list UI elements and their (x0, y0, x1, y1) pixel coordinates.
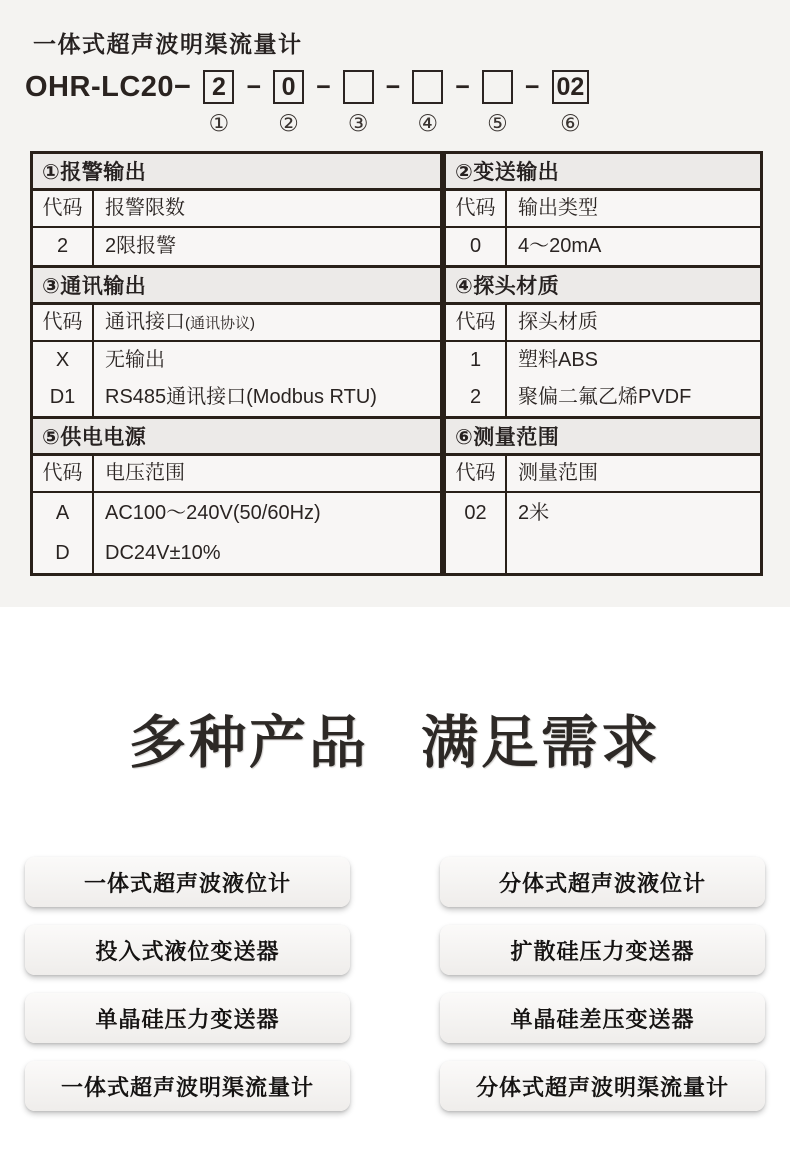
section-title: ⑥测量范围 (446, 419, 760, 456)
code-value: D (55, 542, 70, 564)
desc-value: DC24V±10% (105, 542, 221, 564)
circle-number-1: ① (208, 110, 230, 136)
column-header-desc: 测量范围 (518, 462, 598, 484)
column-header-code: 代码 (33, 305, 94, 340)
section-transmit-output (446, 154, 760, 265)
desc-value: RS485通讯接口(Modbus RTU) (105, 386, 377, 408)
product-button-split-ultrasonic-level-meter[interactable]: 分体式超声波液位计 (440, 857, 765, 907)
code-value: 1 (469, 349, 482, 371)
column-header-desc-sub: (通讯协议) (185, 315, 255, 332)
model-dash: − (524, 73, 540, 101)
product-button-monocrystal-silicon-diff-pressure-transmitter[interactable]: 单晶硅差压变送器 (440, 993, 765, 1043)
desc-value: 4～20mA (518, 235, 602, 257)
column-header-desc: 输出类型 (518, 197, 598, 219)
model-unit-4 (412, 70, 443, 135)
section-title: ④探头材质 (446, 268, 760, 305)
table-row (33, 228, 440, 265)
headline-part2: 满足需求 (421, 711, 661, 775)
model-box-5 (482, 70, 513, 104)
section-measure-range (446, 416, 760, 573)
model-dash: − (455, 73, 470, 101)
model-box-3 (343, 70, 374, 104)
model-dash: − (385, 73, 401, 101)
model-prefix: OHR-LC20− (25, 71, 192, 103)
desc-value: 2限报警 (105, 235, 177, 257)
model-unit-6 (552, 70, 590, 135)
column-header-code: 代码 (446, 456, 507, 491)
products-section (0, 607, 790, 1111)
product-button-integrated-ultrasonic-level-meter[interactable]: 一体式超声波液位计 (25, 857, 350, 907)
spec-table (30, 151, 763, 576)
headline-part1: 多种产品 (129, 711, 369, 775)
model-box-6: 02 (552, 70, 590, 104)
page-title: 一体式超声波明渠流量计 (33, 31, 303, 57)
desc-value: 聚偏二氟乙烯PVDF (518, 386, 692, 408)
table-row (446, 493, 760, 573)
model-unit-3 (343, 70, 374, 135)
model-box-1: 2 (203, 70, 234, 104)
column-header-code: 代码 (33, 191, 94, 226)
model-box-2: 0 (273, 70, 304, 104)
code-value: 02 (464, 502, 487, 524)
model-unit-2 (273, 70, 304, 135)
code-value: 2 (469, 386, 482, 408)
product-grid (25, 857, 765, 1111)
spec-table-right-half (443, 151, 763, 576)
model-unit-1 (203, 70, 234, 135)
product-button-diffused-silicon-pressure-transmitter[interactable]: 扩散硅压力变送器 (440, 925, 765, 975)
model-box-4 (412, 70, 443, 104)
products-headline (0, 697, 790, 779)
code-value: D1 (49, 386, 76, 408)
table-row (446, 342, 760, 416)
spec-table-left-half (30, 151, 443, 576)
desc-value: AC100～240V(50/60Hz) (105, 502, 321, 524)
column-header-code: 代码 (446, 305, 507, 340)
product-button-integrated-ultrasonic-open-channel-flowmeter[interactable]: 一体式超声波明渠流量计 (25, 1061, 350, 1111)
circle-number-5: ⑤ (487, 110, 508, 136)
column-header-code: 代码 (33, 456, 94, 491)
section-title: ③通讯输出 (33, 268, 440, 305)
product-button-split-ultrasonic-open-channel-flowmeter[interactable]: 分体式超声波明渠流量计 (440, 1061, 765, 1111)
column-header-desc: 电压范围 (105, 462, 185, 484)
model-dash: − (246, 73, 262, 101)
product-button-submersible-level-transmitter[interactable]: 投入式液位变送器 (25, 925, 350, 975)
section-title: ①报警输出 (33, 154, 440, 191)
circle-number-4: ④ (417, 110, 439, 136)
model-unit-5 (482, 70, 513, 135)
table-row (33, 342, 440, 416)
section-title: ⑤供电电源 (33, 419, 440, 456)
code-value: 0 (469, 235, 482, 257)
section-title: ②变送输出 (446, 154, 760, 191)
circle-number-2: ② (278, 110, 299, 136)
product-button-monocrystal-silicon-pressure-transmitter[interactable]: 单晶硅压力变送器 (25, 993, 350, 1043)
model-dash: − (316, 73, 331, 101)
desc-value: 2米 (518, 502, 550, 524)
desc-value: 塑料ABS (518, 349, 599, 371)
column-header-desc: 报警限数 (105, 197, 185, 219)
code-value: X (55, 349, 70, 371)
section-probe-material (446, 265, 760, 416)
column-header-code: 代码 (446, 191, 507, 226)
section-power-supply (33, 416, 440, 573)
code-value: 2 (56, 235, 69, 257)
table-row (446, 228, 760, 265)
code-value: A (55, 502, 70, 524)
column-header-desc: 探头材质 (518, 311, 598, 333)
desc-value: 无输出 (105, 349, 165, 371)
table-row (33, 493, 440, 573)
model-code-line (25, 70, 790, 135)
section-alarm-output (33, 154, 440, 265)
section-comm-output (33, 265, 440, 416)
circle-number-6: ⑥ (560, 110, 581, 136)
circle-number-3: ③ (347, 110, 369, 136)
column-header-desc: 通讯接口(通讯协议) (105, 311, 255, 333)
